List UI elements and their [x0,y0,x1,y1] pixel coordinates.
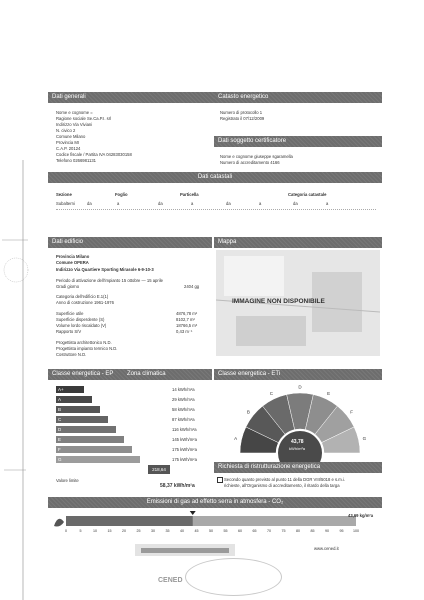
co2-scale-tick: 25 [136,529,141,533]
catastali-cell: a [259,201,262,206]
gauge-unit: kWh/m²a [289,446,305,451]
edificio-line: Gradi giorno [56,284,80,289]
co2-scale-tick: 100 [353,529,359,533]
energy-class-d: D [56,426,116,433]
general-line: Comune Milano [56,134,86,139]
energy-class-value: 116 kWh/m²a [172,427,197,432]
general-line: C.A.P. 20124 [56,146,81,151]
energy-class-c: C [56,416,108,423]
energy-class-b: B [56,406,100,413]
note-checkbox[interactable] [217,477,223,483]
limit-value: 58,37 kWh/m²a [160,483,195,489]
general-line: Indirizzo Via Viviani [56,122,93,127]
rapporto-sv-value: 0,43 m⁻¹ [176,329,193,334]
catastali-col-sezione: Sezione [56,192,72,197]
energy-class-value: 175 kWh/m²a [172,457,197,462]
catasto-header: Catasto energetico [214,92,382,103]
note-header: Richiesta di ristrutturazione energetica [214,462,382,473]
co2-scale-tick: 30 [151,529,155,533]
catastali-col-particella: Particella [180,192,199,197]
co2-scale-tick: 5 [79,529,82,533]
eti-gauge [230,383,370,465]
co2-value-marker [190,511,196,515]
energy-class-aplus: A+ [56,386,84,393]
edificio-line: Rapporto S/V [56,329,82,334]
leaf-icon [54,519,64,527]
energy-class-value: 175 kWh/m²a [172,447,197,452]
zona-title: Zona climatica [126,371,166,377]
certificatore-header: Dati soggetto certificatore [214,136,382,147]
co2-scale-tick: 80 [296,529,300,533]
current-class-indicator: 218,64 [148,465,170,474]
gauge-tick-label: E [327,391,331,397]
catastali-cell: a [326,201,329,206]
emissioni-header: Emissioni di gas ad effetto serra in atmosfera - CO₂ [48,497,382,508]
footer-link[interactable]: www.cened.it [314,546,339,551]
gauge-tick-label: A [234,435,238,441]
catasto-line: Numero di protocollo 1 [220,110,263,115]
map-placeholder-text: IMMAGINE NON DISPONIBILE [232,298,325,305]
energy-class-a: A [56,396,92,403]
superficie-disperdente-value: 8102,7 m² [176,317,195,322]
classe-header [48,369,212,380]
scan-edge-marks [0,0,30,600]
co2-scale-tick: 85 [310,529,315,533]
gauge-value: 43,78 [291,439,304,445]
edificio-line: Progettista architettonico N.D. [56,340,112,345]
note-text-2: richieste, all'Organismo di accreditamento, il ritardo della targa [224,483,340,488]
energy-class-value: 29 kWh/m²a [172,397,195,402]
note-text-1: Secondo quanto previsto al punto 11 della DGR VIII/5018 e s.m.i. [224,477,345,482]
volume-lordo-value: 18766,5 m³ [176,323,198,328]
edificio-line: Progettista impianto termico N.D. [56,346,118,351]
edificio-line: Costruttore N.D. [56,352,87,357]
edificio-header: Dati edificio [48,237,212,248]
general-header: Dati generali [48,92,218,103]
catastali-col-categoria: Categoria catastale [288,192,327,197]
energy-class-f: F [56,446,132,453]
gauge-tick-label: G [362,435,367,441]
classe-title: Classe energetica - EP [52,371,114,377]
gauge-header: Classe energetica - ETi [214,369,382,380]
co2-scale-tick: 20 [122,529,126,533]
certificatore-line: Numero di accreditamento 4166 [220,160,280,165]
edificio-line: Provincia Milano [56,254,90,259]
catastali-cell: a [191,201,194,206]
edificio-line: Categoria dell'edificio E.1(1) [56,294,109,299]
catastali-cell: a [117,201,120,206]
co2-scale-tick: 55 [223,529,228,533]
catastali-cell: da [87,201,92,206]
edificio-line: Volume lordo riscaldato (V) [56,323,107,328]
general-line: Nome e cognome = [56,110,93,115]
catastali-header: Dati catastali [48,172,382,183]
limit-label: Valore limite [56,478,79,483]
co2-scale-tick: 70 [267,529,271,533]
mappa-header: Mappa [214,237,382,248]
edificio-line: Superficie utile [56,311,84,316]
certificate-page [30,70,408,595]
footer-stamp: CENED [158,577,183,584]
superficie-utile-value: 4876,78 m² [176,311,198,316]
co2-scale-tick: 35 [165,529,170,533]
co2-value: 43,69 kg/m²a [348,513,374,518]
energy-class-value: 87 kWh/m²a [172,417,195,422]
general-line: Codice fiscale / Partita IVA 04283030158 [56,152,132,157]
co2-scale-tick: 60 [238,529,242,533]
gauge-tick-label: F [350,409,353,415]
barcode-lines [135,545,235,557]
co2-scale-tick: 50 [209,529,213,533]
cened-stamp-seal [185,558,282,596]
footer-barcode [135,544,235,556]
edificio-line: Indirizzo Via Quartiere Sporting Mirasole 6-9-10-3 [56,267,154,272]
gauge-tick-label: D [298,384,302,390]
co2-scale-tick: 10 [93,529,97,533]
catastali-col-foglio: Foglio [115,192,128,197]
co2-scale-tick: 95 [339,529,344,533]
gauge-tick-label: C [269,391,273,397]
co2-scale-tick: 65 [252,529,257,533]
catastali-cell: da [226,201,231,206]
co2-scale [52,510,386,544]
co2-scale-tick: 0 [65,529,67,533]
catastali-cell: da [158,201,163,206]
catastali-cell: Subalterni [56,201,75,206]
edificio-line: Anno di costruzione 1961-1976 [56,300,114,305]
edificio-line: Superficie disperdente (S) [56,317,105,322]
edificio-line: Comune OPERA [56,260,89,265]
co2-scale-tick: 45 [194,529,199,533]
gauge-tick-label: B [246,409,250,415]
energy-class-value: 58 kWh/m²a [172,407,195,412]
co2-scale-tick: 15 [107,529,112,533]
general-line: N. civico 2 [56,128,76,133]
co2-scale-tick: 40 [180,529,184,533]
co2-scale-tick: 90 [325,529,329,533]
catastali-cell: da [293,201,298,206]
gradi-giorno-value: 2404 gg [184,284,200,289]
co2-scale-tick: 75 [281,529,286,533]
catastali-divider [56,209,376,210]
energy-class-value: 145 kWh/m²a [172,437,197,442]
edificio-line: Periodo di attivazione dell'impianto 15 ottobre — 15 aprile [56,278,163,283]
co2-scale-fill [66,516,193,526]
general-line: Provincia MI [56,140,80,145]
catasto-line: Registrato il 07/12/2009 [220,116,265,121]
energy-class-g: G [56,456,140,463]
energy-class-e: E [56,436,124,443]
general-line: Telefono 0266981131 [56,158,96,163]
general-line: Ragione sociale Se.Ca.P.I. srl [56,116,112,121]
certificatore-line: Nome e cognome giuseppe sgaramella [220,154,293,159]
energy-class-value: 14 kWh/m²a [172,387,195,392]
